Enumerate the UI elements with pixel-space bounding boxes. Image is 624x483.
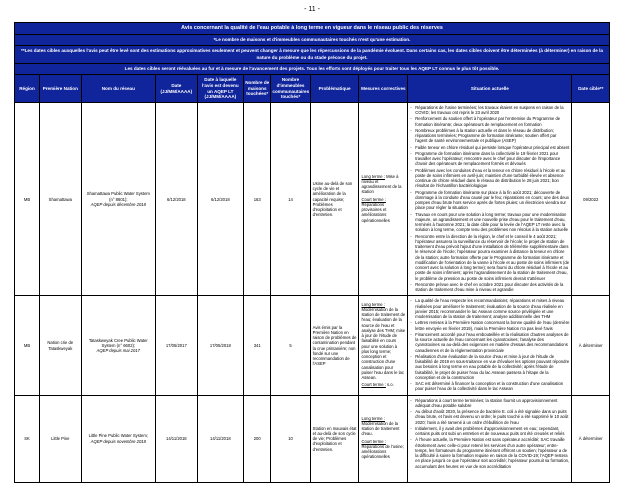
homes-count-cell: 200 xyxy=(244,395,271,482)
column-header-ltdwa-date: Date à laquelle l'avis est devenu un AQEP LT (JJ/MM/AAAA) xyxy=(197,75,243,103)
system-name-text: Tataskweyak Cree Public Water System (n° 6602); xyxy=(88,337,148,348)
status-bullet: - Faible teneur en chlore résiduel qui persiste lorsque l'opérateur principal est absent xyxy=(410,145,569,150)
table-note-1: *Le nombre de maisons et d'immeubles communautaires touchés n'est qu'une estimation. xyxy=(15,35,610,46)
status-bullet: - Réparations de l'usine terminées; les travaux étaient en suspens en raison de la COVID; les travaux ont repris le 23 avril 2020 xyxy=(410,105,569,116)
measure-segment xyxy=(361,382,405,387)
status-bullet: - Au début d'août 2020, la présence de bactérie E. coli a été signalée dans un puits d'eau brute, et l'avis est devenu un ordre; le puits touché a été supprimé le 10 août 2020; l'avis a été ramené à un ordre d'ébullition de l'eau xyxy=(410,409,569,425)
table-note-row-2 xyxy=(15,46,610,63)
target-date-cell: À déterminer xyxy=(572,395,610,482)
status-bullet: - Rencontre prévue avec le chef en octobre 2021 pour discuter des activités de la station de traitement d'eau mise à niveau et agrandie xyxy=(410,282,569,293)
table-note-row-1 xyxy=(15,35,610,46)
status-bullet: - Financement accordé pour l'eau embouteillée et la réalisation d'autres analyses de la source actuelle de l'eau concernant les cyanotoxines; l'analyse des cyanotoxines va au-delà des exigences en matière d'essais des recommandations canadiennes et de la réglementation provinciale xyxy=(410,332,569,353)
measures-cell xyxy=(359,296,408,395)
measure-text: s.o. xyxy=(385,382,394,388)
system-name-cell xyxy=(81,395,155,482)
column-header-system-name: Nom du réseau xyxy=(81,75,155,103)
measure-segment xyxy=(361,197,405,223)
status-bullet: - Renforcement du soutien offert à l'opérateur par l'entremise du Programme de formation itinérante; deux opérateurs de remplacement en formation xyxy=(410,116,569,127)
status-bullet: - Initialement, il y avait des problèmes d'approvisionnement en eau; cependant, certains puits ont subi un entretien et de nouveaux puits ont été creusés et reliés xyxy=(410,426,569,437)
advisory-date-cell: 14/11/2018 xyxy=(156,395,198,482)
status-bullet: - À l'heure actuelle, la Première Nation est sans opérateur accrédité; SAC travaille étroitement avec celle-ci pour retenir les services d'un autre opérateur; entre-temps, les formateurs du programme itinérant offriront un soutien; l'opérateur a de la difficulté à suivre la formation requise en raison de la COVID-19; l'AQEP restera en place jusqu'à ce que l'opérateur soit accrédité; l'opérateur poursuit sa formation, accumulant des heures en vue de son accréditation xyxy=(410,437,569,469)
issue-cell: Avis émis par la Première Nation en raison de problèmes de contamination pendant la crue printanière; non fondé sur une recommandation de l'ASEP xyxy=(310,296,359,395)
status-bullet: - SAC est déterminé à financer la conception et la construction d'une canalisation pour puiser l'eau de la collectivité dans le lac Assean xyxy=(410,381,569,392)
table-row xyxy=(15,102,610,296)
measure-text: Modernisation de la station de traitement d'eau. xyxy=(361,420,400,437)
buildings-count-cell: 5 xyxy=(271,296,310,395)
advisories-table xyxy=(14,22,610,483)
region-cell: MB xyxy=(15,296,40,395)
column-header-row xyxy=(15,75,610,103)
measure-term-label: Long terme : xyxy=(361,301,385,307)
measure-segment xyxy=(361,439,405,460)
column-header-target-date: Date cible** xyxy=(572,75,610,103)
first-nation-cell: Shamattawa xyxy=(39,102,81,296)
ltdwa-date-cell: 14/11/2018 xyxy=(197,395,243,482)
status-bullet: - Travaux en cours pour une solution à long terme; travaux pour une modernisation majeure, un agrandissement et une nouvelle prise d'eau pour le traitement d'eau, terminés à l'automne 2021; la date cible pour la levée de l'AQEP LT reste avec la solution à long terme, compte tenu des problèmes non résolus à la station actuelle xyxy=(410,212,569,233)
measure-term-label: Court terme : xyxy=(361,196,386,202)
measure-term-label: Court terme : xyxy=(361,382,386,388)
status-cell xyxy=(408,395,572,482)
table-note-2: **Les dates cibles auxquelles l'avis peut être levé sont des estimations approximatives seulement et peuvent changer à mesure que les répercussions de la pandémie évoluent. Dans certains cas, les dates cibles doivent être déterminées (à déterminer) en raison de la nature du problème ou du stade précoce du projet. xyxy=(15,46,610,63)
measures-cell xyxy=(359,102,408,296)
ltdwa-date-cell: 17/05/2018 xyxy=(197,296,243,395)
system-name-text: Shamattawa Public Water System (n° 8601); xyxy=(86,191,150,202)
status-cell xyxy=(408,296,572,395)
target-date-cell: 09/2022 xyxy=(572,102,610,296)
status-bullet: - Programme de formation itinérante dans la collectivité le 19 février 2021 pour travailler avec l'opérateur; rencontre avec le chef pour discuter de l'importance d'avoir des opérateurs de remplacement formés et dévoués xyxy=(410,151,569,167)
status-bullet: - Lettres remises à la Première Nation concernant la bonne qualité de l'eau (dernière lettre envoyée en février 2019), mais la Première Nation n'a pas levé l'avis xyxy=(410,320,569,331)
table-row xyxy=(15,395,610,482)
table-title-row xyxy=(15,23,610,35)
measure-term-label: Court terme : xyxy=(361,438,386,444)
measures-cell xyxy=(359,395,408,482)
measure-term-label: Long terme : xyxy=(361,415,385,421)
column-header-issue: Problématique xyxy=(310,75,359,103)
issue-cell: Usine au-delà de son cycle de vie et amélioration de la capacité requise; Problèmes d'exploitation et d'entretien. xyxy=(310,102,359,296)
measure-segment xyxy=(361,302,405,381)
status-cell xyxy=(408,102,572,296)
status-bullet: - Réparations à court terme terminées; la station fournit un approvisionnement adéquat d'eau potable salubre xyxy=(410,398,569,409)
system-name-text: Little Pine Public Water System; xyxy=(88,433,149,439)
buildings-count-cell: 10 xyxy=(271,395,310,482)
homes-count-cell: 163 xyxy=(244,102,271,296)
table-body xyxy=(15,102,610,482)
system-advisory-note: AQEP depuis mai 2017 xyxy=(96,348,140,354)
column-header-buildings: Nombre d'immeubles communautaires touchés* xyxy=(271,75,310,103)
table-title: Avis concernant la qualité de l'eau potable à long terme en vigueur dans le réseau public des réserves xyxy=(15,23,610,35)
table-note-3: Les dates cibles seront réévaluées au fur et à mesure de l'avancement des projets. Tous les efforts sont déployés pour traiter tous les AQEP LT connus le plus tôt possible. xyxy=(15,63,610,74)
target-date-cell: À déterminer xyxy=(572,296,610,395)
homes-count-cell: 341 xyxy=(244,296,271,395)
first-nation-cell: Nation crie de Tataskweyak xyxy=(39,296,81,395)
status-bullet: - Réalisation d'une évaluation de la source d'eau et mise à jour de l'étude de faisabilité de 2019 en sous-traitance en vue d'évaluer les options pouvant répondre aux besoins à long terme en eau potable de la collectivité; après l'étude de faisabilité, le projet de puiser l'eau du lac Assean passera à l'étape de la conception et de la construction xyxy=(410,354,569,380)
page-number: - 11 - xyxy=(304,6,320,13)
advisory-date-cell: 17/05/2017 xyxy=(156,296,198,395)
system-advisory-note: AQEP depuis novembre 2018 xyxy=(90,438,146,444)
status-bullet: - Nombreux problèmes à la station actuelle et dans le réseau de distribution; réparations terminées; Programme de formation itinérante; soutien offert par l'agent de santé environnementale et publique (ASEP) xyxy=(410,128,569,144)
measure-text: Modernisation de la station de traitement de l'eau; évaluation de la source de l'eau et analyse des THM; mise à jour de l'étude de faisabilité en cours pour une solution à plus long terme; conception et construction d'une canalisation pour puiser l'eau dans le lac Assean. xyxy=(361,306,406,381)
table-row xyxy=(15,296,610,395)
measure-segment xyxy=(361,174,405,195)
measure-text: Réparations provisoires et améliorations opérationnelles xyxy=(361,201,390,223)
buildings-count-cell: 14 xyxy=(271,102,310,296)
column-header-region: Région xyxy=(15,75,40,103)
column-header-date: Date (JJ/MM/AAAA) xyxy=(156,75,198,103)
column-header-measures: Mesures correctives xyxy=(359,75,408,103)
region-cell: MB xyxy=(15,102,40,296)
measure-term-label: Long terme : xyxy=(361,173,385,179)
measure-text: Réparations de l'usine; améliorations opérationnelles xyxy=(361,443,404,460)
region-cell: SK xyxy=(15,395,40,482)
column-header-homes: Nombre de maisons touchées* xyxy=(244,75,271,103)
status-bullet: - Programme de formation itinérante sur place à la fin août 2021; découverte de dommage à la conduite d'eau causé par le feu; réparations en cours; une des deux pompes d'eau brute hors service après de fortes pluies; un électricien viendra sur place pour régler la situation xyxy=(410,190,569,211)
status-bullet: - La qualité de l'eau respecte les recommandations; réparations et mises à niveau réalisées pour améliorer le traitement; évaluation de la source d'eau réalisée en janvier 2015; recommander le lac Assean comme source privilégiée et une modernisation de la station de traitement; analyse additionnelle des THM xyxy=(410,298,569,319)
ltdwa-date-cell: 6/12/2018 xyxy=(197,102,243,296)
system-name-cell xyxy=(81,102,155,296)
measure-text: Mise à niveau et agrandissement de la station xyxy=(361,173,402,195)
table-note-row-3 xyxy=(15,63,610,74)
column-header-situation: Situation actuelle xyxy=(408,75,572,103)
status-bullet: - Problèmes avec les conduites d'eau et la teneur en chlore résiduel à l'école et au poste de soins infirmiers en avril-juin; maintien d'une turbidité élevée et absence continue de chlore résiduel dans le réseau de distribution le 28 juin 2021; bon résultat de l'échantillon bactériologique xyxy=(410,168,569,189)
column-header-first-nation: Première Nation xyxy=(39,75,81,103)
first-nation-cell: Little Pine xyxy=(39,395,81,482)
system-advisory-note: AQEP depuis décembre 2018 xyxy=(90,201,146,207)
issue-cell: Station en mauvais état et au-delà de son cycle de vie; Problèmes d'exploitation et d'entretien. xyxy=(310,395,359,482)
advisory-date-cell: 6/12/2018 xyxy=(156,102,198,296)
status-bullet: - Rencontre entre la direction de la région, le chef et le conseil le 4 août 2021; l'opérateur assurera la surveillance du réservoir de l'école; le projet de station de traitement d'eau prévoit l'ajout d'une installation de télémétrie supplémentaire dans le réservoir de l'école; l'opérateur pourra examiner à distance la teneur en chlore de la station; autre formation offerte par le Programme de formation itinérante et modification de l'orientation de la vanne à l'école et au poste de soins infirmiers (de concert avec la solution à long terme); sera fourni du chlore résiduel à l'école et au poste de soins infirmiers; après l'agrandissement de la station de traitement d'eau, le problème de pression au poste de soins infirmiers devrait s'atténuer xyxy=(410,234,569,281)
measure-segment xyxy=(361,416,405,437)
system-name-cell xyxy=(81,296,155,395)
